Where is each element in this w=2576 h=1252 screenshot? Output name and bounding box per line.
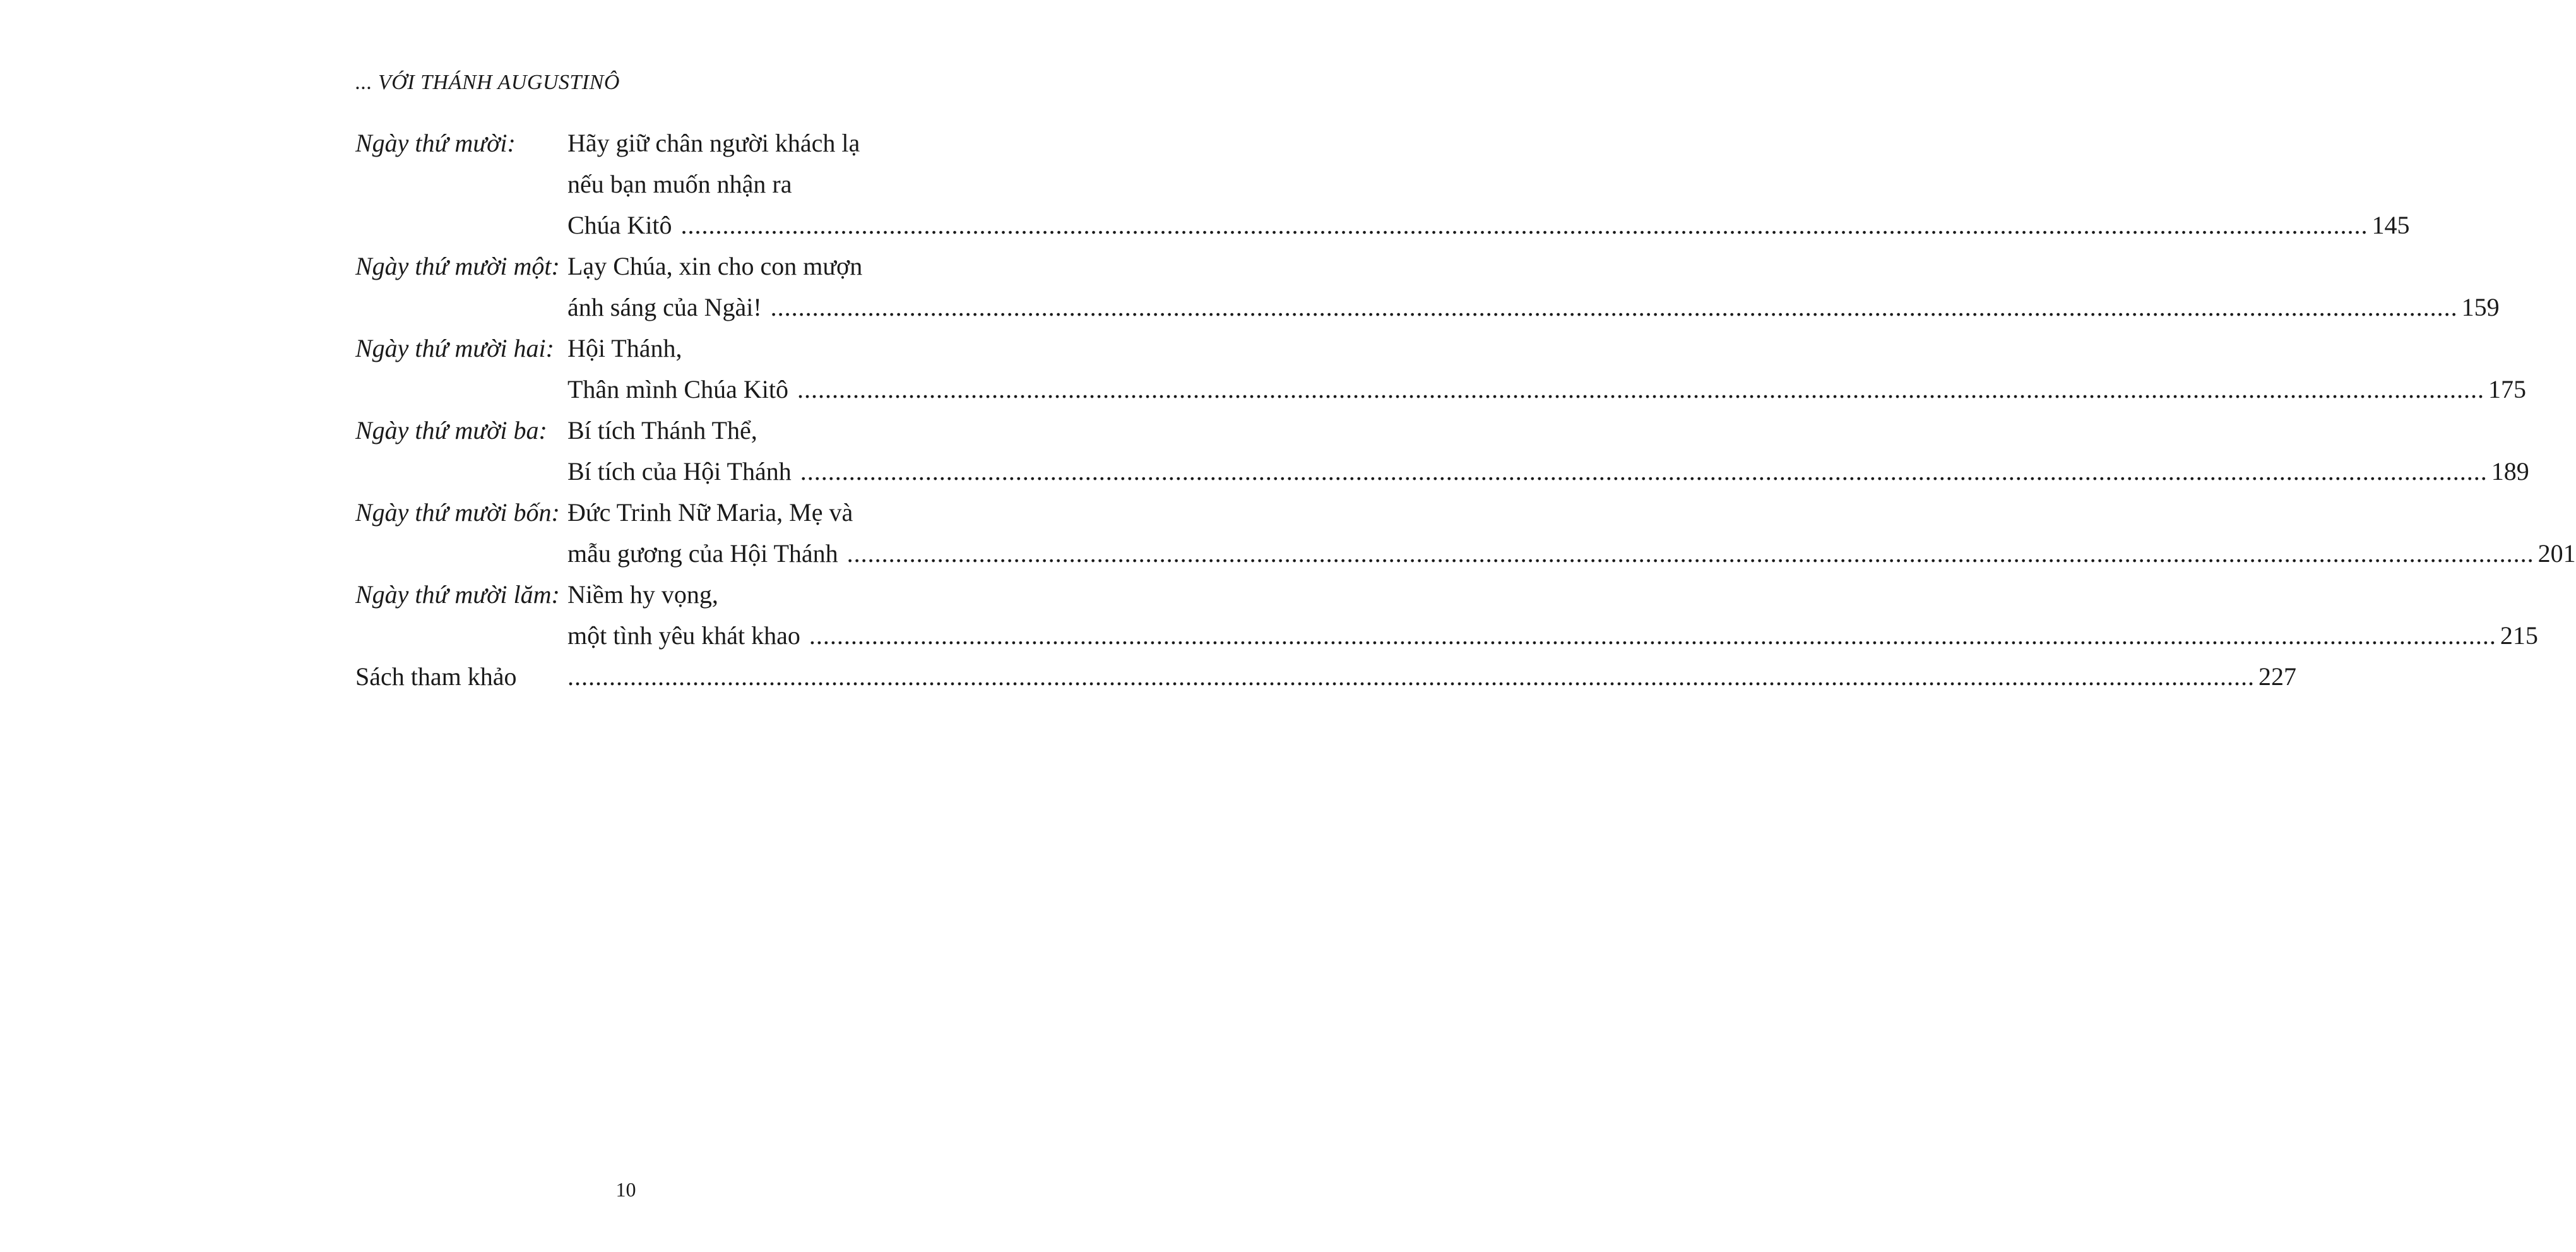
toc-entry-label: Ngày thứ mười một: <box>355 252 560 280</box>
toc-entry-body <box>567 410 2529 492</box>
toc-entry-title-line: Thân mình Chúa Kitô <box>567 375 788 403</box>
toc-entry[interactable] <box>355 574 2538 656</box>
toc-page-number: 175 <box>2488 375 2526 403</box>
toc-entry-title-line: Chúa Kitô <box>567 211 672 239</box>
page-number: 10 <box>615 1178 636 1201</box>
toc-entry-title-line: nếu bạn muốn nhận ra <box>567 170 792 198</box>
toc-entry-label: Sách tham khảo <box>355 662 517 691</box>
toc-entry-body <box>567 122 2410 246</box>
toc-entry-label: Ngày thứ mười hai: <box>355 334 554 362</box>
toc-entry-body <box>567 656 2296 697</box>
toc-entry-label: Ngày thứ mười ba: <box>355 416 547 444</box>
toc-entry[interactable] <box>355 410 2529 492</box>
dot-leader <box>681 205 2368 246</box>
toc-page-number: 227 <box>2258 662 2296 691</box>
dot-leader <box>800 451 2488 492</box>
toc-page-number: 189 <box>2491 457 2529 486</box>
toc-entry-title-line: Hội Thánh, <box>567 334 682 362</box>
toc-entry-title-line: Bí tích của Hội Thánh <box>567 457 792 486</box>
running-header: ... VỚI THÁNH AUGUSTINÔ <box>355 71 620 94</box>
toc-entry-title-line: mẫu gương của Hội Thánh <box>567 539 838 568</box>
toc-page-number: 201 <box>2537 539 2576 568</box>
toc-entry[interactable] <box>355 122 2410 246</box>
dot-leader <box>847 533 2534 574</box>
toc-entry-title-line: ánh sáng của Ngài! <box>567 293 762 321</box>
toc-entry-label: Ngày thứ mười: <box>355 129 516 157</box>
toc-entry[interactable] <box>355 492 2576 574</box>
toc-entry-title-line: Hãy giữ chân người khách lạ <box>567 129 860 157</box>
table-of-contents <box>355 122 2576 697</box>
toc-entry[interactable] <box>355 246 2500 328</box>
toc-entry-title-line: Đức Trinh Nữ Maria, Mẹ và <box>567 498 853 527</box>
toc-page-number: 159 <box>2461 293 2500 321</box>
toc-entry-title-line: Niềm hy vọng, <box>567 580 718 609</box>
toc-page-number: 145 <box>2371 211 2410 239</box>
toc-entry-body <box>567 246 2500 328</box>
dot-leader <box>567 656 2255 697</box>
toc-entry-body <box>567 492 2576 574</box>
toc-entry-label: Ngày thứ mười lăm: <box>355 580 560 609</box>
dot-leader <box>797 369 2484 410</box>
toc-entry-title-line: Bí tích Thánh Thể, <box>567 416 757 444</box>
toc-entry[interactable] <box>355 328 2526 410</box>
toc-entry-body <box>567 574 2538 656</box>
toc-entry-bibliography[interactable] <box>355 656 2296 697</box>
dot-leader <box>809 615 2496 656</box>
toc-page-number: 215 <box>2500 621 2538 650</box>
dot-leader <box>771 287 2458 328</box>
toc-entry-title-line: Lạy Chúa, xin cho con mượn <box>567 252 863 280</box>
toc-entry-body <box>567 328 2526 410</box>
toc-entry-title-line: một tình yêu khát khao <box>567 621 800 650</box>
toc-entry-label: Ngày thứ mười bốn: <box>355 498 560 527</box>
